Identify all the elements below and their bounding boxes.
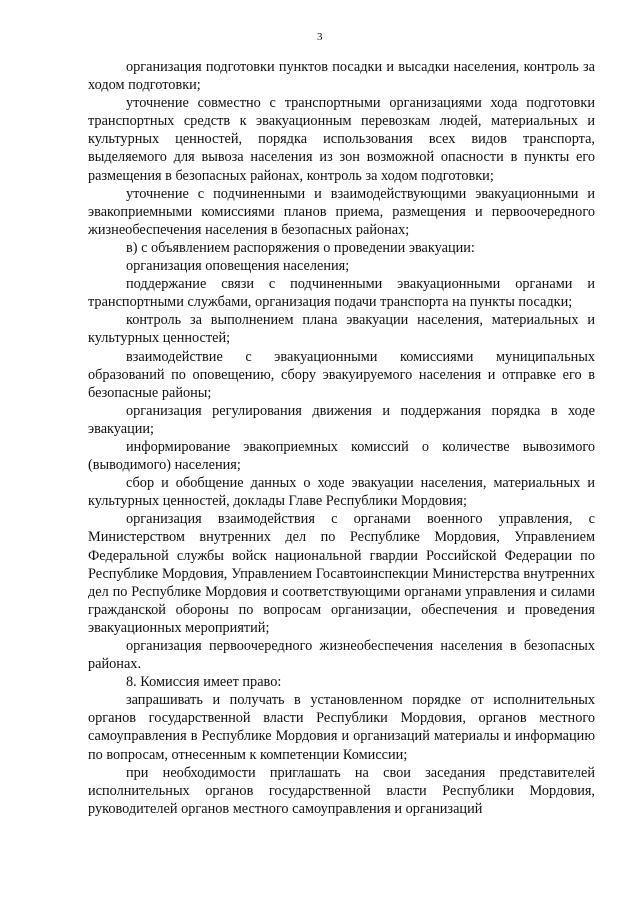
paragraph-communications: поддержание связи с подчиненными эвакуационными органами и транспортными службами, организация подачи транспорта на пункты посадки; <box>88 276 595 311</box>
section-heading-commission-rights: 8. Комиссия имеет право: <box>126 674 282 691</box>
paragraph-life-support: организация первоочередного жизнеобеспечения населения в безопасных районах. <box>88 638 595 673</box>
paragraph-informing-commissions: информирование эвакоприемных комиссий о количестве вывозимого (выводимого) населения; <box>88 438 595 474</box>
page-number: 3 <box>317 31 323 43</box>
paragraph-data-collection: сбор и обобщение данных о ходе эвакуации населения, материальных и культурных ценностей, доклады Главе Республики Мордовия; <box>88 475 595 510</box>
paragraph-interagency-cooperation: организация взаимодействия с органами военного управления, с Министерством внутренних дел по Республике Мордовия, Управлением Федеральной службы войск национальной гвардии Российской Федерации по Республике Мордовия, Управлением Госавтоинспекции Министерства внутренних дел по Республике Мордовия и соответствующими органами управления и силами гражданской обороны по вопросам организации, обеспечения и проведения эвакуационных мероприятий; <box>88 511 595 636</box>
paragraph-request-materials: запрашивать и получать в установленном порядке от исполнительных органов государственной власти Республики Мордовия, органов местного самоуправления в Республике Мордовия и организаций материалы и информацию по вопросам, отнесенным к компетенции Комиссии; <box>88 692 595 763</box>
paragraph-pickup-points: организация подготовки пунктов посадки и высадки населения, контроль за ходом подготовки; <box>88 59 595 94</box>
paragraph-municipal-cooperation: взаимодействие с эвакуационными комиссиями муниципальных образований по оповещению, сбору эвакуируемого населения и отправке его в безопасные районы; <box>88 348 595 401</box>
paragraph-evacuation-order-heading: в) с объявлением распоряжения о проведении эвакуации: <box>126 239 475 256</box>
paragraph-invite-representatives: при необходимости приглашать на свои заседания представителей исполнительных органов государственной власти Республики Мордовия, руководителей органов местного самоуправления и организаций <box>88 764 595 817</box>
paragraph-transport-clarification: уточнение совместно с транспортными организациями хода подготовки транспортных средств к эвакуационным перевозкам людей, материальных и культурных ценностей, порядка использования всех видов транспорта, выделяемого для вывоза населения из зон возможной опасности в пункты его размещения в безопасных районах, контроль за ходом подготовки; <box>88 95 595 184</box>
paragraph-population-alert: организация оповещения населения; <box>126 258 350 275</box>
document-body <box>88 58 595 818</box>
paragraph-traffic-regulation: организация регулирования движения и поддержания порядка в ходе эвакуации; <box>88 402 595 437</box>
paragraph-reception-plans: уточнение с подчиненными и взаимодействующими эвакуационными и эвакоприемными комиссиями планов приема, размещения и первоочередного жизнеобеспечения населения в безопасных районах; <box>88 185 595 238</box>
paragraph-plan-control: контроль за выполнением плана эвакуации населения, материальных и культурных ценностей; <box>88 312 595 347</box>
